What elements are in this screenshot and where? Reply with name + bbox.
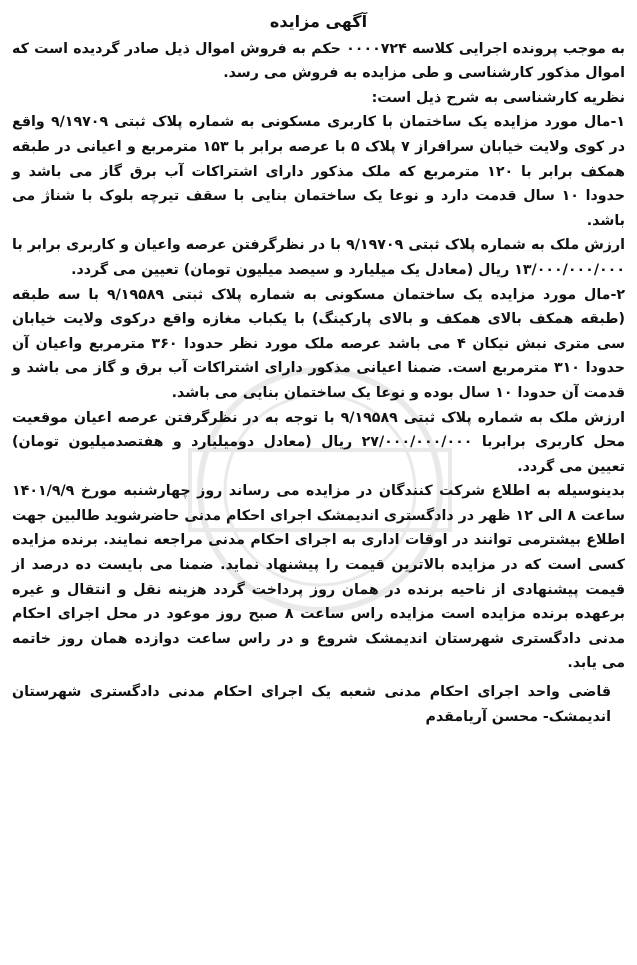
expert-opinion-heading: نظریه کارشناسی به شرح ذیل است: [371,89,625,106]
judge-signature: قاضی واحد اجرای احکام مدنی شعبه یک اجرای احکام مدنی دادگستری شهرستان اندیمشک- محسن آریامقدم [12,684,611,725]
item-2-description: ۲-مال مورد مزایده یک ساختمان مسکونی به شماره پلاک ثبتی ۹/۱۹۵۸۹ با سه طبقه (طبقه همکف بالای همکف و بالای پارکینگ) با یکباب مغازه واقع درکوی ولایت خیابان سی متری نبش نیکان ۴ می باشد عرصه ملک مورد نظر حدودا ۳۶۰ مترمربع واعیان آن حدودا ۳۱۰ مترمربع است. ضمنا اعیانی مذکور دارای اشتراکات آب برق و گاز می باشد و قدمت آن حدودا ۱۰ سال بوده و نوعا یک ساختمان بنایی می باشد. [12,286,626,401]
intro-paragraph: به موجب پرونده اجرایی کلاسه ۰۰۰۰۷۲۴ حکم به فروش اموال ذیل صادر گردیده است که اموال مذکور کارشناسی و طی مزایده به فروش می رسد. [12,40,625,82]
item-2-value: ارزش ملک به شماره پلاک ثبتی ۹/۱۹۵۸۹ با توجه به در نظرگرفتن عرصه اعیان موقعیت محل کاربری برابربا ۲۷/۰۰۰/۰۰۰/۰۰۰ ریال (معادل دومیلیارد و هفتصدمیلیون تومان) تعیین می گردد. [12,409,626,475]
auction-terms-paragraph: بدینوسیله به اطلاع شرکت کنندگان در مزایده می رساند روز چهارشنبه مورخ ۱۴۰۱/۹/۹ ساعت ۸ الی ۱۲ ظهر در دادگستری اندیمشک اجرای احکام مدنی حاضرشوید طالبین جهت اطلاع بیشترمی توانند در اوقات اداری به اجرای احکام مدنی مراجعه نمایند. برنده مزایده کسی است که در مزایده بالاترین قیمت را پیشنهاد نماید. ضمنا می بایست ده درصد از قیمت پیشنهادی از ناحیه برنده در همان روز پرداخت گردد هزینه نقل و انتقال و غیره برعهده برنده مزایده است مزایده راس ساعت ۸ صبح روز موعود در محل اجرای احکام مدنی دادگستری شهرستان اندیمشک شروع و در راس ساعت دوازده همان روز خاتمه می یابد. [12,483,625,672]
item-1-value: ارزش ملک به شماره پلاک ثبتی ۹/۱۹۷۰۹ با در نظرگرفتن عرصه واعیان و کاربری برابر با ۱۳/۰۰۰/۰۰۰/۰۰۰ ریال (معادل یک میلیارد و سیصد میلیون تومان) تعیین می گردد. [12,237,626,278]
notice-title: آگهی مزایده [269,12,368,31]
item-1-description: ۱-مال مورد مزایده یک ساختمان با کاربری مسکونی به شماره پلاک ثبتی ۹/۱۹۷۰۹ واقع در کوی ولایت خیابان سرافراز ۷ پلاک ۵ با عرصه برابر با ۱۵۳ مترمربع و اعیانی در طبقه همکف برابر با ۱۲۰ مترمربع که ملک مذکور دارای اشتراکات آب برق گاز می باشد و حدودا ۱۰ سال قدمت دارد و نوعا یک ساختمان بنایی با سقف تیرچه بلوک با شناژ می باشد. [12,114,625,229]
